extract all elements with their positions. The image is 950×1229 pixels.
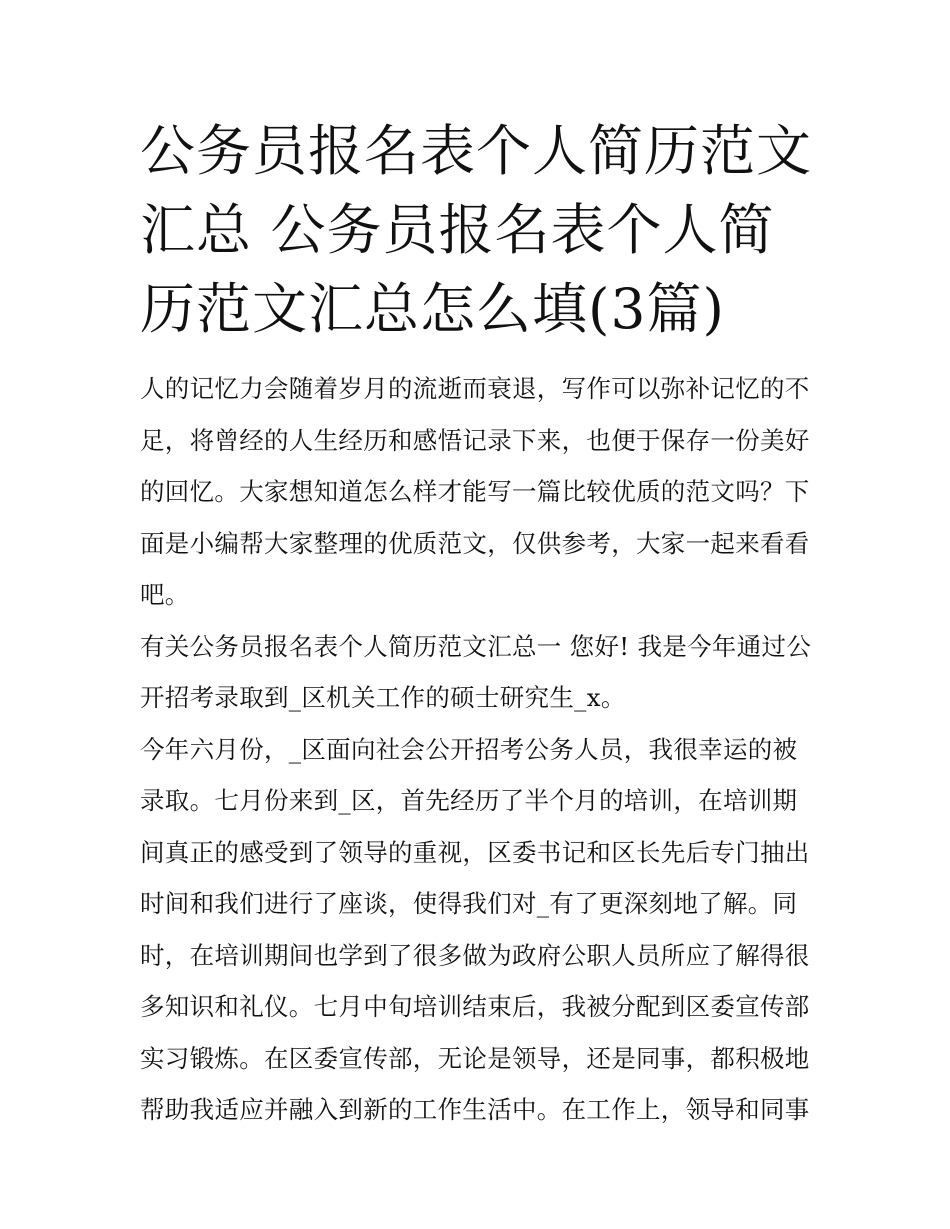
document-title: 公务员报名表个人简历范文汇总 公务员报名表个人简历范文汇总怎么填(3篇) <box>140 119 813 341</box>
document-body <box>140 363 816 1136</box>
section-one-opening-paragraph: 有关公务员报名表个人简历范文汇总一 您好! 我是今年通过公开招考录取到_区机关工作的硕士研究生_x。 <box>140 631 812 712</box>
section-one-body-paragraph: 今年六月份，_区面向社会公开招考公务人员，我很幸运的被录取。七月份来到_区，首先经历了半个月的培训，在培训期间真正的感受到了领导的重视，区委书记和区长先后专门抽出时间和我们进行了座谈，使得我们对_有了更深刻地了解。同时，在培训期间也学到了很多做为政府公职人员所应了解得很多知识和礼仪。七月中旬培训结束后，我被分配到区委宣传部实习锻炼。在区委宣传部，无论是领导，还是同事，都积极地帮助我适应并融入到新的工作生活中。在工作上，领导和同事 <box>140 734 810 1124</box>
intro-paragraph: 人的记忆力会随着岁月的流逝而衰退，写作可以弥补记忆的不足，将曾经的人生经历和感悟记录下来，也便于保存一份美好的回忆。大家想知道怎么样才能写一篇比较优质的范文吗？下面是小编帮大家整理的优质范文，仅供参考，大家一起来看看吧。 <box>140 374 810 609</box>
document-page <box>140 112 816 1136</box>
